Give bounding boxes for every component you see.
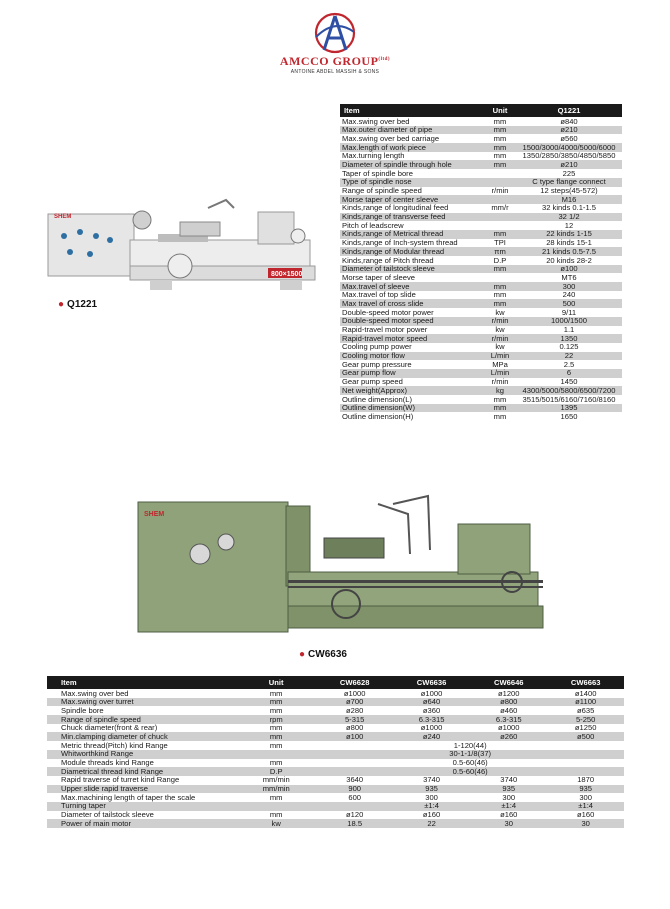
table-row [340,247,622,256]
table-cell: ø1250 [547,724,624,733]
table-cell: ±1:4 [470,802,547,811]
table-cell: ø210 [516,160,622,169]
table-cell: mm [484,230,516,239]
table-cell: Max.travel of sleeve [340,282,484,291]
table-cell: kw [484,326,516,335]
table-cell: Spindle bore [47,706,236,715]
table-row [47,698,624,707]
table-cell: ø500 [547,732,624,741]
column-header: Unit [484,104,516,117]
table-cell: Range of spindle speed [47,715,236,724]
table-cell: 3640 [316,776,393,785]
table-cell: 9/11 [516,308,622,317]
table-row [47,811,624,820]
table-cell: 12 [516,221,622,230]
brand-tagline: ANTOINE ABDEL MASSIH & SONS [290,69,380,75]
table-cell: ø635 [547,706,624,715]
table-cell: 32 kinds 0.1-1.5 [516,204,622,213]
table-cell: Max.swing over bed carriage [340,134,484,143]
table-cell [484,169,516,178]
column-header: Q1221 [516,104,622,117]
table-header-row [47,676,624,689]
table-cell: Rapid traverse of turret kind Range [47,776,236,785]
table-cell: mm [484,282,516,291]
table-cell: mm [236,698,316,707]
table-cell: 21 kinds 0.5-7.5 [516,247,622,256]
table-cell: ø260 [470,732,547,741]
table-cell: ø100 [316,732,393,741]
table-cell: mm [484,265,516,274]
table-cell: Rapid-travel motor power [340,326,484,335]
table-cell: 5-250 [547,715,624,724]
column-header: CW6636 [393,676,470,689]
table-cell: Cooling motor flow [340,352,484,361]
table-cell: mm [236,724,316,733]
table-cell: kw [236,819,316,828]
table-cell: Max.length of work piece [340,143,484,152]
table-cell: Double-speed motor power [340,308,484,317]
table-cell: 300 [516,282,622,291]
table-cell: ø280 [316,706,393,715]
table-header-row [340,104,622,117]
table-cell: Metric thread(Pitch) kind Range [47,741,236,750]
table-cell: mm [236,706,316,715]
lathe-q1221-image [40,196,322,292]
table-cell: MPa [484,360,516,369]
column-header: Item [340,104,484,117]
table-cell: Max travel of cross slide [340,299,484,308]
table-cell: Min.clamping diameter of chuck [47,732,236,741]
spec-table-q1221 [340,104,622,421]
table-cell: r/min [484,187,516,196]
table-cell: 4300/5000/5800/6500/7200 [516,386,622,395]
table-cell: Turning taper [47,802,236,811]
table-cell: 30 [547,819,624,828]
table-cell: L/min [484,352,516,361]
table-cell: ø700 [316,698,393,707]
table-cell: Kinds,range of Modular thread [340,247,484,256]
table-cell: kw [484,343,516,352]
table-cell: mm/min [236,776,316,785]
table-cell: ø800 [470,698,547,707]
table-cell: 935 [393,785,470,794]
table-cell: r/min [484,334,516,343]
table-row [340,352,622,361]
table-row [47,785,624,794]
table-cell: mm [484,404,516,413]
table-row [47,706,624,715]
table-cell: Kinds,range of longitudinal feed [340,204,484,213]
table-cell: TPI [484,239,516,248]
table-cell: ø120 [316,811,393,820]
table-cell: 20 kinds 28-2 [516,256,622,265]
table-cell: 0.5-60(46) [316,767,624,776]
table-cell: 300 [547,793,624,802]
table-cell: Morse taper of center sleeve [340,195,484,204]
table-cell: Diametrical thread kind Range [47,767,236,776]
table-cell: 18.5 [316,819,393,828]
table-cell: mm/r [484,204,516,213]
table-cell: 1350 [516,334,622,343]
table-cell: 30-1-1/8(37) [316,750,624,759]
table-cell: Diameter of tailstock sleeve [340,265,484,274]
column-header: CW6646 [470,676,547,689]
table-cell: Taper of spindle bore [340,169,484,178]
lathe-cw6636-image [128,494,548,642]
table-cell: mm [484,134,516,143]
table-cell: Diameter of tailstock sleeve [47,811,236,820]
table-cell: 3515/5015/6160/7160/8160 [516,395,622,404]
table-row [47,793,624,802]
table-cell: mm [236,741,316,750]
table-cell: 300 [470,793,547,802]
table-cell: 1-120(44) [316,741,624,750]
table-cell: r/min [484,317,516,326]
table-cell [484,273,516,282]
shem-plate-1: SHEM [54,214,72,220]
table-cell: Kinds,range of Metrical thread [340,230,484,239]
table-cell: 1450 [516,378,622,387]
table-row [340,187,622,196]
table-cell: 225 [516,169,622,178]
table-cell: 2.5 [516,360,622,369]
table-cell: D.P [236,767,316,776]
table-cell: Range of spindle speed [340,187,484,196]
table-cell: ø1000 [393,689,470,698]
table-cell: mm [236,793,316,802]
table-cell: ±1:4 [393,802,470,811]
table-row [340,386,622,395]
table-cell: 12 steps(45-572) [516,187,622,196]
table-cell: ø1100 [547,698,624,707]
table-cell: Gear pump speed [340,378,484,387]
caption-q1221: ● Q1221 [58,299,98,310]
table-cell: Max.outer diameter of pipe [340,126,484,135]
table-cell: Kinds,range of Pitch thread [340,256,484,265]
table-cell: r/min [484,378,516,387]
table-cell: Power of main motor [47,819,236,828]
table-cell: Outline dimension(W) [340,404,484,413]
brand-name: AMCCO $GROUP^{(ltd)}$ [279,54,391,68]
table-row [340,239,622,248]
table-cell: Outline dimension(H) [340,412,484,421]
table-cell: mm [236,759,316,768]
table-row [340,160,622,169]
table-cell: kw [484,308,516,317]
table-cell: Max.swing over bed [47,689,236,698]
table-cell: mm [484,160,516,169]
table-row [47,759,624,768]
table-cell: Net weight(Approx) [340,386,484,395]
table-cell: mm [484,291,516,300]
amcco-emblem-icon [312,10,358,56]
table-cell: mm [236,811,316,820]
table-cell: L/min [484,369,516,378]
table-cell: Gear pump pressure [340,360,484,369]
table-cell: D.P [484,256,516,265]
table-cell: 32 1/2 [516,213,622,222]
table-cell: 240 [516,291,622,300]
shem-plate-2: SHEM [144,511,165,518]
table-cell: 1395 [516,404,622,413]
table-cell: C type flange connect [516,178,622,187]
caption-cw6636: ● CW6636 [299,649,347,660]
table-cell: mm [484,152,516,161]
table-cell: 500 [516,299,622,308]
table-cell: Max.swing over turret [47,698,236,707]
table-cell: 28 kinds 15-1 [516,239,622,248]
table-cell: Max.machining length of taper the scale [47,793,236,802]
table-cell: mm [484,412,516,421]
table-cell: MT6 [516,273,622,282]
table-cell: ø100 [516,265,622,274]
column-header: Item [47,676,236,689]
table-cell: mm [484,299,516,308]
table-cell: 0.125 [516,343,622,352]
table-cell: ø640 [393,698,470,707]
table-row [340,273,622,282]
table-cell: 1350/2850/3850/4850/5850 [516,152,622,161]
table-cell: Outline dimension(L) [340,395,484,404]
table-cell: Whitworthkind Range [47,750,236,759]
table-cell: ø240 [393,732,470,741]
column-header: Unit [236,676,316,689]
table-cell: ø1000 [316,689,393,698]
table-cell: 30 [470,819,547,828]
spec-table-cw66 [47,676,624,828]
table-cell: Cooling pump power [340,343,484,352]
table-cell: 935 [470,785,547,794]
table-cell: 6.3-315 [470,715,547,724]
table-cell: ø210 [516,126,622,135]
table-row [340,326,622,335]
table-cell: 1870 [547,776,624,785]
table-cell: ø800 [316,724,393,733]
table-cell: mm [236,732,316,741]
table-cell: mm [484,395,516,404]
table-cell: 1000/1500 [516,317,622,326]
table-cell: 6.3-315 [393,715,470,724]
table-cell: mm [236,689,316,698]
table-cell: Morse taper of sleeve [340,273,484,282]
table-cell: mm [484,117,516,126]
table-cell: 900 [316,785,393,794]
table-cell: ø840 [516,117,622,126]
table-cell: ø160 [470,811,547,820]
table-cell: ø1000 [393,724,470,733]
table-row [47,732,624,741]
column-header: CW6663 [547,676,624,689]
table-cell: 600 [316,793,393,802]
table-cell: Module threads kind Range [47,759,236,768]
table-cell: Chuck diameter(front & rear) [47,724,236,733]
table-cell: Kinds,range of transverse feed [340,213,484,222]
table-cell: Upper slide rapid traverse [47,785,236,794]
table-row [340,378,622,387]
table-cell: 22 [516,352,622,361]
table-cell: M16 [516,195,622,204]
table-cell: 22 [393,819,470,828]
table-cell: Kinds,range of Inch-system thread [340,239,484,248]
table-cell: 935 [547,785,624,794]
table-row [340,134,622,143]
table-cell: 5-315 [316,715,393,724]
table-row [340,213,622,222]
table-cell: ø1400 [547,689,624,698]
table-cell: Rapid-travel motor speed [340,334,484,343]
table-cell: 1500/3000/4000/5000/6000 [516,143,622,152]
table-cell: ø1000 [470,724,547,733]
table-cell: ø160 [547,811,624,820]
table-cell [484,213,516,222]
table-cell: Double-speed motor speed [340,317,484,326]
table-cell: 0.5-60(46) [316,759,624,768]
table-row [47,741,624,750]
column-header: CW6628 [316,676,393,689]
table-cell: ø560 [516,134,622,143]
bullet-icon: ● [58,299,65,310]
table-cell: mm [484,143,516,152]
table-cell: πm [484,247,516,256]
table-cell: 1650 [516,412,622,421]
table-cell: 3740 [470,776,547,785]
table-cell: ø1200 [470,689,547,698]
table-cell: 6 [516,369,622,378]
table-cell: 22 kinds 1-15 [516,230,622,239]
table-cell: Type of spindle nose [340,178,484,187]
table-cell: Gear pump flow [340,369,484,378]
table-cell: mm [484,126,516,135]
table-cell: Max.swing over bed [340,117,484,126]
table-row [340,299,622,308]
table-cell: ø360 [393,706,470,715]
table-cell: 300 [393,793,470,802]
table-row [47,819,624,828]
table-cell: ø160 [393,811,470,820]
size-plate: 800×1500 [271,271,303,278]
table-cell: Max.travel of top slide [340,291,484,300]
bullet-icon: ● [299,649,306,660]
table-row [340,412,622,421]
table-cell: Max.turning length [340,152,484,161]
table-cell: rpm [236,715,316,724]
company-logo [270,10,400,80]
table-cell: ø460 [470,706,547,715]
table-cell: mm/min [236,785,316,794]
table-cell: 3740 [393,776,470,785]
table-cell: 1.1 [516,326,622,335]
table-cell: kg [484,386,516,395]
table-cell: Diameter of spindle through hole [340,160,484,169]
table-cell: ±1:4 [547,802,624,811]
table-cell: Pitch of leadscrew [340,221,484,230]
